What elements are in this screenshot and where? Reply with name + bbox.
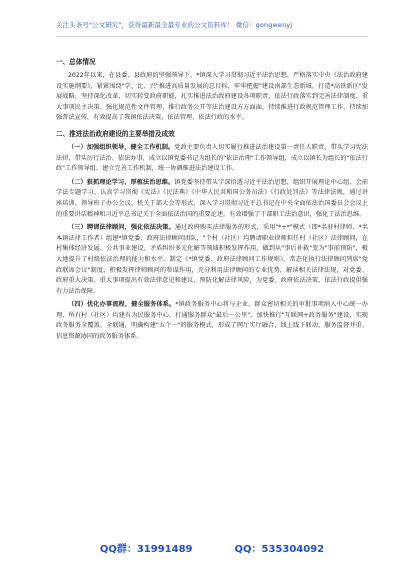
paragraph-text: 党政主要负责人切实履行推进法治建设第一责任人职责，带头学习宪法法律，带头厉行法治、依法办事，成立以镇党委书记为组长的"依法治理"工作领导组，成立以镇长为组长的"依法行政"工作领导组，建立完善工作机制，统一协调推进法治建设工作。 — [56, 143, 369, 173]
paragraph — [56, 143, 368, 175]
paragraph-lead: （四）优化办事流程，健全服务体系。 — [68, 301, 176, 309]
paragraph — [56, 300, 368, 342]
document-body — [56, 52, 368, 346]
qq-group-label: QQ群：31991489 — [99, 544, 193, 555]
paragraph-text: 2022年以来，在县委、县政府的坚强领导下，*镇深入学习贯彻习近平法治思想，严格落实中央《法治政府建设实施纲要》，紧紧围绕"学、比、兴"推进高质量发展的总目标，牢牢把握"建设南部生态新城，打造*高铁新区"发展战略，坚持深化改革，切实转变政府职能，扎实推进法治政府建设各项职责，依法行政落实到完善法律制度、重大事项民主决策、强化规范性文件管理、推行政务公开等法治建设方方面面，持续推进行政规范管理工作，持续加强普法宣传，有效提高了我镇依法决策、依法管理、依法行政的水平。 — [56, 72, 368, 122]
paragraph-lead: （二）狠抓理论学习，厚植法治思维。 — [68, 178, 175, 186]
paragraph-text: *镇政务服务中心将与企业、群众密切相关的审批事项纳入中心统一办理，所有村（社区）均建有为民服务中心，打通服务群众"最后一公里"。加快推行"互联网+政务服务"建设，实现政务服务全覆盖、全联通，明确构建"五个一"的服务模式，形成了网厅实厅融合、线上线下联动、服务监督并重、信息资源协同的政务服务体系。 — [56, 301, 368, 341]
section-heading: 一、总体情况 — [56, 58, 96, 66]
paragraph — [56, 178, 368, 220]
paragraph — [56, 223, 368, 297]
section-heading: 二、推进法治政府建设的主要举措及成效 — [56, 129, 175, 138]
qq-number-label: QQ：535304092 — [234, 544, 325, 555]
header-divider — [56, 36, 368, 37]
paragraph-lead: （一）加强组织领导，健全工作机制。 — [68, 143, 175, 151]
header-note: 关注头条号"公文研究"，获得最新最全最专业的公文资料库！ 微信：gongwenyj — [56, 21, 293, 29]
paragraph-text: 镇党委坚持带头学深悟透习近平法治思想，组织开展理论中心组、会前学法专题学习，认真学习贯彻《宪法》《民法典》《中华人民共和国公务员法》《行政处罚法》等法律法规，通过讲座培训、领导班子办公会议、机关干部大会等形式，深入学习贯彻习近平总书记在中央全面依法治国委员会会议上的重要讲话精神和习近平总书记关于全面依法治国的重要论述，有效增强了干部职工法治意识，强化了法治思维。 — [56, 178, 369, 218]
paragraph — [56, 71, 368, 124]
paragraph-text: 通过政府购买法律服务的形式，采用"*+*"模式（即*名驻村律师、*名本镇法律工作者）组建*镇党委、政府法律顾问团队，"个村（社区）均聘请职业律师担任村（社区）法律顾问，在村集体经济发展、公共事业建设、矛盾纠纷多元化解等领域积极发挥作用，做到从"事后补救"变为"事前预防"，极大地提升了村级依法治理的能力和水平。制定《*镇党委、政府法律顾问工作规则》，常态化执行法律顾问列席"党政联席会议"制度，积极发挥律师顾问的参谋作用，充分利用法律顾问的专业优势，解读相关法律法规，对党委、政府重大决策、重大事项提出有效法律意见和建议，预防化解法律风险，为党委、政府依法决策、依法行政提供强有力法治保障。 — [56, 224, 369, 295]
footer-contacts — [56, 540, 368, 555]
paragraph-lead: （三）聘请法律顾问，强化依法决策。 — [68, 224, 175, 232]
